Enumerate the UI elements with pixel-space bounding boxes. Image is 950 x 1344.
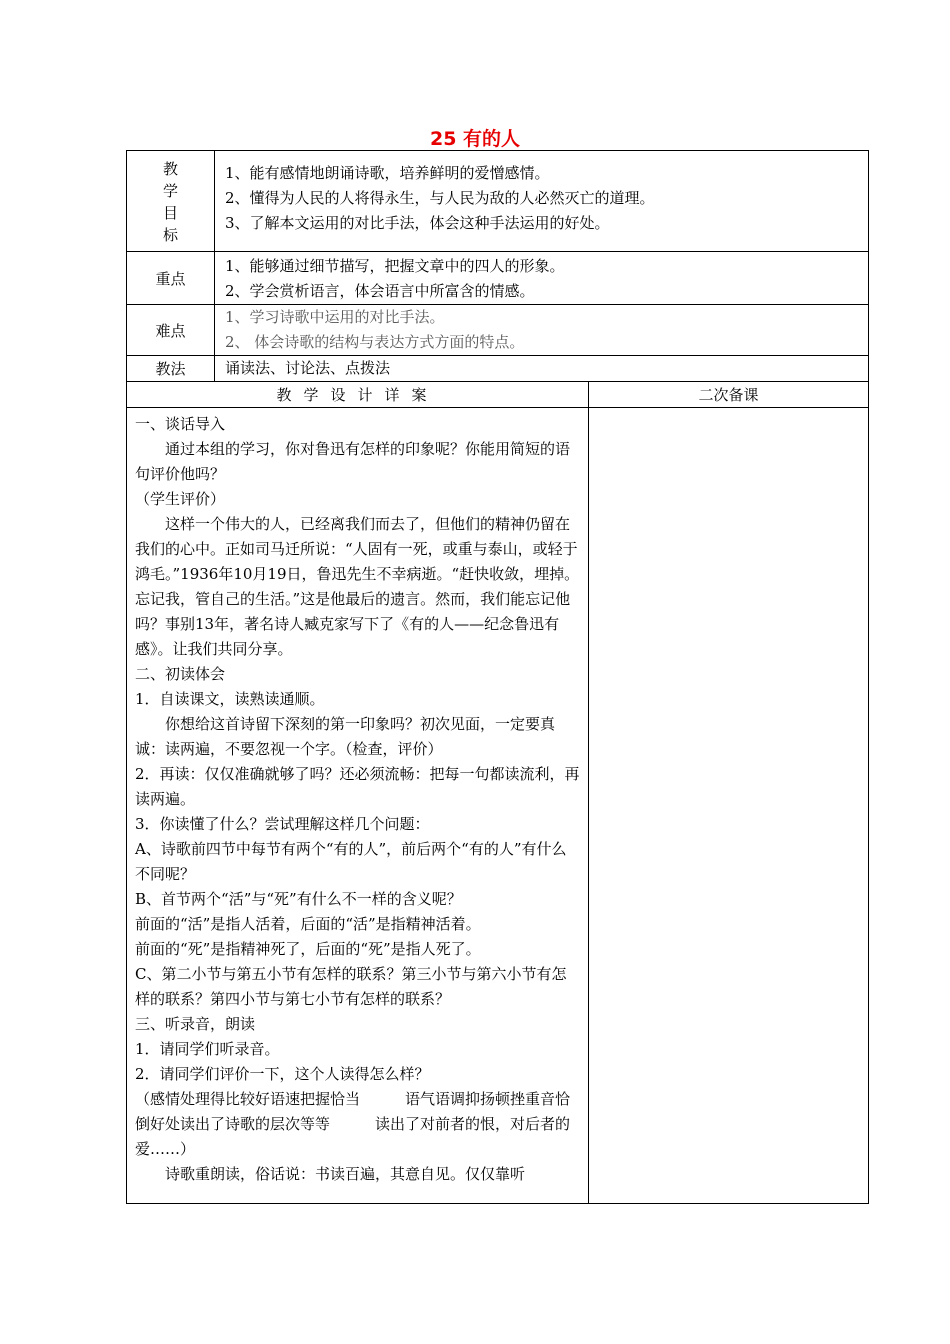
difficulty-item: 2、 体会诗歌的结构与表达方式方面的特点。 — [225, 333, 525, 351]
body-paragraph: 诗歌重朗读，俗话说：书读百遍，其意自见。仅仅靠听 — [165, 1165, 526, 1183]
key-points-label: 重点 — [127, 252, 215, 305]
body-paragraph: 1．请同学们听录音。 — [135, 1040, 280, 1058]
goals-row — [127, 151, 869, 252]
design-header: 教学设计详案 — [127, 382, 589, 408]
body-paragraph: 1．自读课文，读熟读通顺。 — [135, 690, 325, 708]
body-paragraph: 你想给这首诗留下深刻的第一印象吗？初次见面，一定要真诚：读两遍，不要忽视一个字。（检查，评价） — [135, 715, 556, 758]
revision-header: 二次备课 — [589, 382, 869, 408]
goal-item: 3、了解本文运用的对比手法，体会这种手法运用的好处。 — [225, 214, 610, 232]
key-point-item: 2、学会赏析语言，体会语言中所富含的情感。 — [225, 282, 535, 300]
methods-label: 教法 — [127, 356, 215, 382]
key-points-content — [215, 252, 869, 305]
goals-label — [127, 151, 215, 252]
goals-label-char: 标 — [162, 226, 178, 244]
body-paragraph: 2．请同学们评价一下，这个人读得怎么样？ — [135, 1065, 430, 1083]
difficulty-item: 1、学习诗歌中运用的对比手法。 — [225, 308, 445, 326]
goal-item: 2、懂得为人民的人将得永生，与人民为敌的人必然灭亡的道理。 — [225, 189, 655, 207]
body-paragraph: 前面的“死”是指精神死了，后面的“死”是指人死了。 — [135, 940, 481, 958]
lesson-body-text — [135, 412, 580, 1187]
lesson-plan-table — [126, 150, 869, 1204]
section-header-row — [127, 382, 869, 408]
key-points-row — [127, 252, 869, 305]
body-paragraph: C、第二小节与第五小节有怎样的联系？第三小节与第六小节有怎样的联系？第四小节与第七小节有怎样的联系？ — [135, 965, 567, 1008]
body-paragraph: 这样一个伟大的人，已经离我们而去了，但他们的精神仍留在我们的心中。正如司马迁所说：“人固有一死，或重与泰山，或轻于鸿毛。”1936年10月19日，鲁迅先生不幸病逝。“赶快收敛，埋掉。忘记我，管自己的生活。”这是他最后的遗言。然而，我们能忘记他吗？事别13年，著名诗人臧克家写下了《有的人——纪念鲁迅有感》。让我们共同分享。 — [135, 515, 580, 658]
body-paragraph: A、诗歌前四节中每节有两个“有的人”，前后两个“有的人”有什么不同呢？ — [135, 840, 567, 883]
goal-item: 1、能有感情地朗诵诗歌，培养鲜明的爱憎感情。 — [225, 164, 550, 182]
key-point-item: 1、能够通过细节描写，把握文章中的四人的形象。 — [225, 257, 565, 275]
lesson-body — [127, 408, 589, 1204]
difficulties-row — [127, 305, 869, 356]
methods-row — [127, 356, 869, 382]
body-row — [127, 408, 869, 1204]
body-paragraph: （感情处理得比较好语速把握恰当 语气语调抑扬顿挫重音恰倒好处读出了诗歌的层次等等 读出了对前者的恨，对后者的爱……） — [135, 1090, 571, 1158]
methods-content: 诵读法、讨论法、点拨法 — [215, 356, 869, 382]
revision-notes-area — [589, 408, 869, 1204]
body-paragraph: 二、初读体会 — [135, 665, 226, 683]
body-paragraph: （学生评价） — [135, 490, 226, 508]
body-paragraph: 通过本组的学习，你对鲁迅有怎样的印象呢？你能用简短的语句评价他吗？ — [135, 440, 571, 483]
goals-label-char: 教 — [162, 160, 178, 178]
body-paragraph: B、首节两个“活”与“死”有什么不一样的含义呢？ — [135, 890, 462, 908]
body-paragraph: 三、听录音，朗读 — [135, 1015, 256, 1033]
body-paragraph: 2．再读：仅仅准确就够了吗？还必须流畅：把每一句都读流利，再读两遍。 — [135, 765, 580, 808]
body-paragraph: 一、谈话导入 — [135, 415, 226, 433]
body-paragraph: 3．你读懂了什么？尝试理解这样几个问题： — [135, 815, 430, 833]
body-paragraph: 前面的“活”是指人活着，后面的“活”是指精神活着。 — [135, 915, 481, 933]
goals-content — [215, 151, 869, 252]
difficulties-content — [215, 305, 869, 356]
goals-label-char: 目 — [162, 204, 178, 222]
page-title: 25 有的人 — [429, 128, 521, 150]
difficulties-label: 难点 — [127, 305, 215, 356]
goals-label-char: 学 — [162, 182, 178, 200]
